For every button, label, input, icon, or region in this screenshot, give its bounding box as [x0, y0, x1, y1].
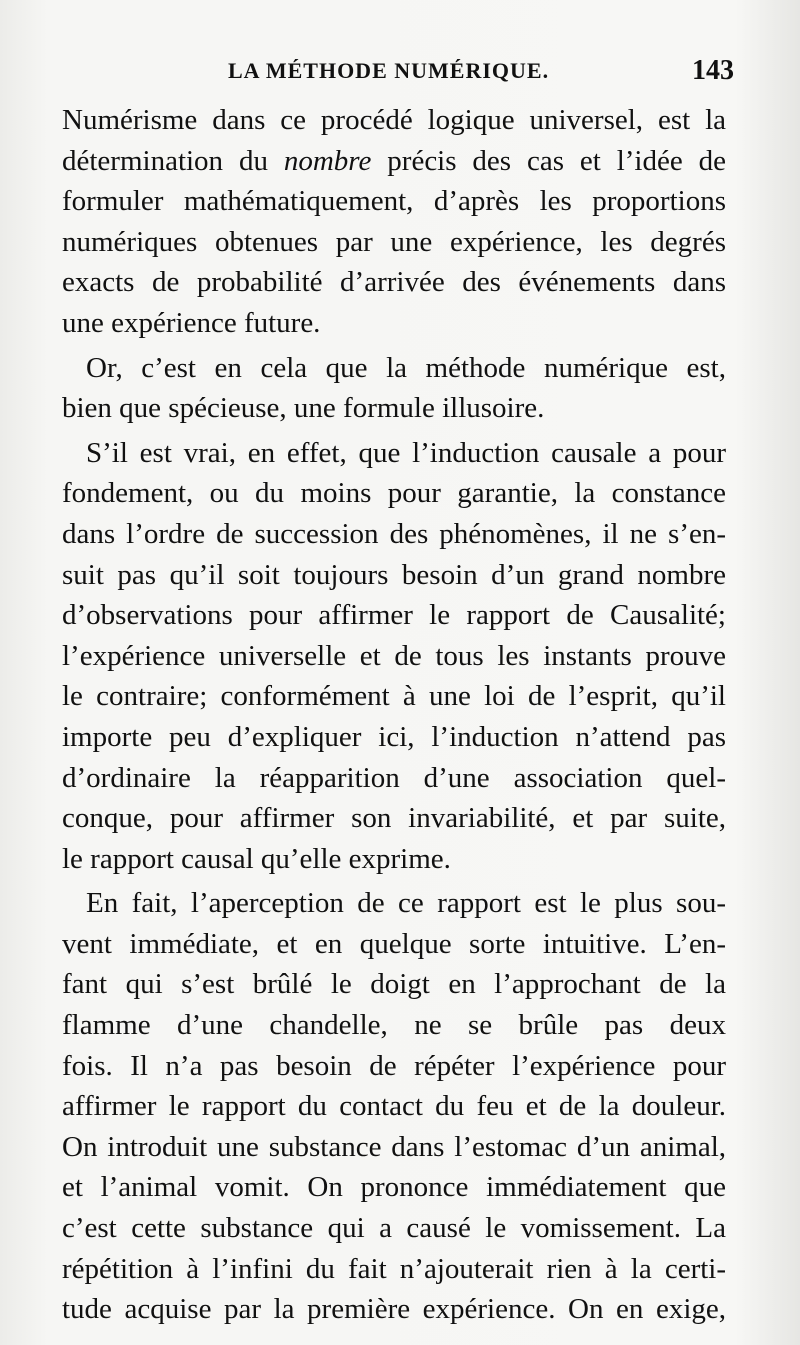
text-line: le rapport causal qu’elle exprime. — [62, 842, 451, 875]
running-title: LA MÉTHODE NUMÉRIQUE. — [228, 58, 550, 83]
text-line: exacts de probabilité d’arrivée des événements dans — [62, 266, 726, 299]
text-line: le contraire; conformément à une loi de l’esprit, qu’il — [62, 680, 726, 713]
text-line: affirmer le rapport du contact du feu et de la douleur. — [62, 1090, 726, 1123]
text-line: conque, pour affirmer son invariabilité, et par suite, — [62, 802, 726, 835]
text-line: On introduit une substance dans l’estomac d’un animal, — [62, 1130, 726, 1163]
text-line: tude acquise par la première expérience. On en exige, — [62, 1293, 726, 1326]
paragraph-2 — [62, 348, 726, 429]
text-line: dans l’ordre de succession des phénomènes, il ne s’en- — [62, 517, 726, 550]
page-body — [62, 100, 726, 1330]
text-line: fois. Il n’a pas besoin de répéter l’expérience pour — [62, 1049, 726, 1082]
text-line: importe peu d’expliquer ici, l’induction n’attend pas — [62, 720, 726, 753]
text-line: formuler mathématiquement, d’après les proportions — [62, 185, 726, 218]
text-line: Numérisme dans ce procédé logique universel, est la — [62, 104, 726, 136]
page-number: 143 — [692, 55, 734, 86]
text-line: Or, c’est en cela que la méthode numérique est, — [86, 351, 726, 384]
text-line: vent immédiate, et en quelque sorte intuitive. L’en- — [62, 927, 726, 960]
text-line: d’observations pour affirmer le rapport de Causalité; — [62, 599, 726, 632]
text-line: l’expérience universelle et de tous les instants prouve — [62, 639, 726, 672]
text-line: fondement, ou du moins pour garantie, la constance — [62, 477, 726, 510]
paragraph-4 — [62, 883, 726, 1330]
paragraph-3 — [62, 433, 726, 880]
text-line: répétition à l’infini du fait n’ajouterait rien à la certi- — [62, 1252, 726, 1285]
emphasized-word: nombre — [283, 144, 372, 177]
page-header — [60, 55, 740, 92]
text-line: fant qui s’est brûlé le doigt en l’approchant de la — [62, 968, 726, 1001]
text-line: et l’animal vomit. On prononce immédiatement que — [62, 1171, 726, 1204]
text-line: En fait, l’aperception de ce rapport est le plus sou- — [86, 887, 726, 920]
text-line: S’il est vrai, en effet, que l’induction causale a pour — [86, 436, 726, 469]
text-line: suit pas qu’il soit toujours besoin d’un grand nombre — [62, 558, 726, 591]
text-line-with-emphasis: détermination du nombre précis des cas et l’idée de — [62, 144, 727, 177]
text-line: d’ordinaire la réapparition d’une association quel- — [62, 761, 726, 794]
text-line: numériques obtenues par une expérience, les degrés — [62, 225, 726, 258]
paragraph-1 — [62, 100, 726, 344]
text-line: flamme d’une chandelle, ne se brûle pas deux — [62, 1009, 726, 1042]
text-line: bien que spécieuse, une formule illusoire. — [62, 392, 545, 425]
text-line: une expérience future. — [62, 306, 321, 339]
text-line: c’est cette substance qui a causé le vomissement. La — [62, 1212, 726, 1245]
